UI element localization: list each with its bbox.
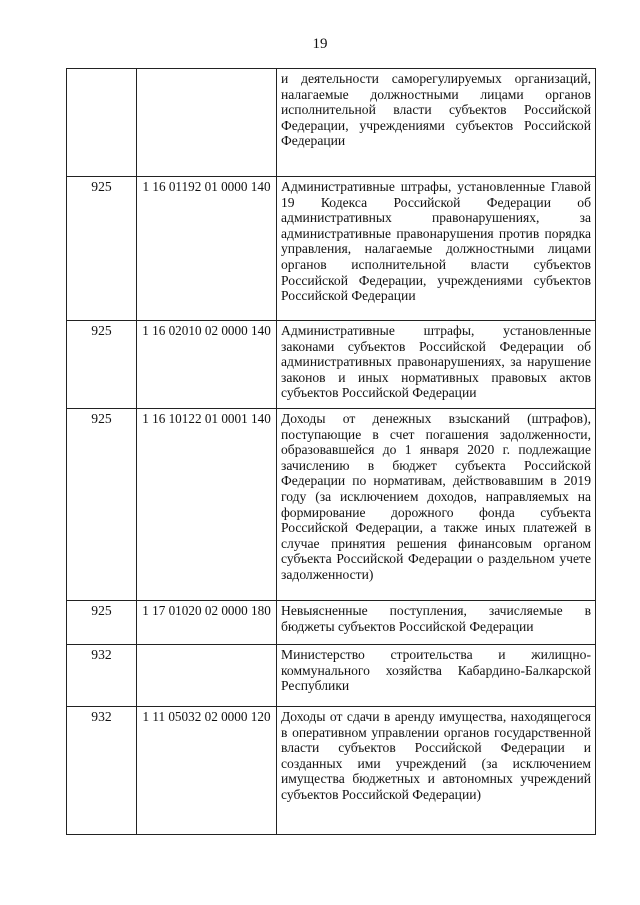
budget-code-cell: 1 16 10122 01 0001 140 (137, 409, 277, 601)
table-row (67, 321, 596, 409)
budget-code-cell (137, 69, 277, 177)
description-cell: Невыясненные поступления, зачисляемые в бюджеты субъектов Российской Федерации (277, 601, 596, 645)
table-row (67, 707, 596, 835)
admin-code-cell: 925 (67, 601, 137, 645)
budget-code-cell (137, 645, 277, 707)
revenue-codes-table (66, 68, 596, 835)
budget-code-cell: 1 16 02010 02 0000 140 (137, 321, 277, 409)
description-cell: Административные штрафы, установленные Главой 19 Кодекса Российской Федерации об административных правонарушениях, за административные правонарушения против порядка управления, налагаемые должностными лицами органов исполнительной власти субъектов Российской Федерации, учреждениями субъектов Российской Федерации (277, 177, 596, 321)
admin-code-cell (67, 69, 137, 177)
table-row (67, 177, 596, 321)
admin-code-cell: 925 (67, 409, 137, 601)
table-row (67, 409, 596, 601)
page-number: 19 (312, 36, 328, 52)
admin-code-cell: 932 (67, 707, 137, 835)
table-row (67, 69, 596, 177)
admin-code-cell: 932 (67, 645, 137, 707)
description-cell: Министерство строительства и жилищно-коммунального хозяйства Кабардино-Балкарской Республики (277, 645, 596, 707)
budget-code-cell: 1 17 01020 02 0000 180 (137, 601, 277, 645)
description-cell: и деятельности саморегулируемых организаций, налагаемые должностными лицами органов исполнительной власти субъектов Российской Федерации, учреждениями субъектов Российской Федерации (277, 69, 596, 177)
budget-code-cell: 1 11 05032 02 0000 120 (137, 707, 277, 835)
description-cell: Доходы от денежных взысканий (штрафов), поступающие в счет погашения задолженности, образовавшейся до 1 января 2020 г. подлежащие зачислению в бюджет субъекта Российской Федерации по нормативам, действовавшим в 2019 году (за исключением доходов, направляемых на формирование дорожного фонда субъекта Российской Федерации, а также иных платежей в случае принятия решения финансовым органом субъекта Российской Федерации о раздельном учете задолженности) (277, 409, 596, 601)
budget-code-cell: 1 16 01192 01 0000 140 (137, 177, 277, 321)
description-cell: Административные штрафы, установленные законами субъектов Российской Федерации об административных правонарушениях, за нарушение законов и иных нормативных правовых актов субъектов Российской Федерации (277, 321, 596, 409)
table-row (67, 601, 596, 645)
admin-code-cell: 925 (67, 177, 137, 321)
admin-code-cell: 925 (67, 321, 137, 409)
description-cell: Доходы от сдачи в аренду имущества, находящегося в оперативном управлении органов государственной власти субъектов Российской Федерации и созданных ими учреждений (за исключением имущества бюджетных и автономных учреждений субъектов Российской Федерации) (277, 707, 596, 835)
table-row (67, 645, 596, 707)
